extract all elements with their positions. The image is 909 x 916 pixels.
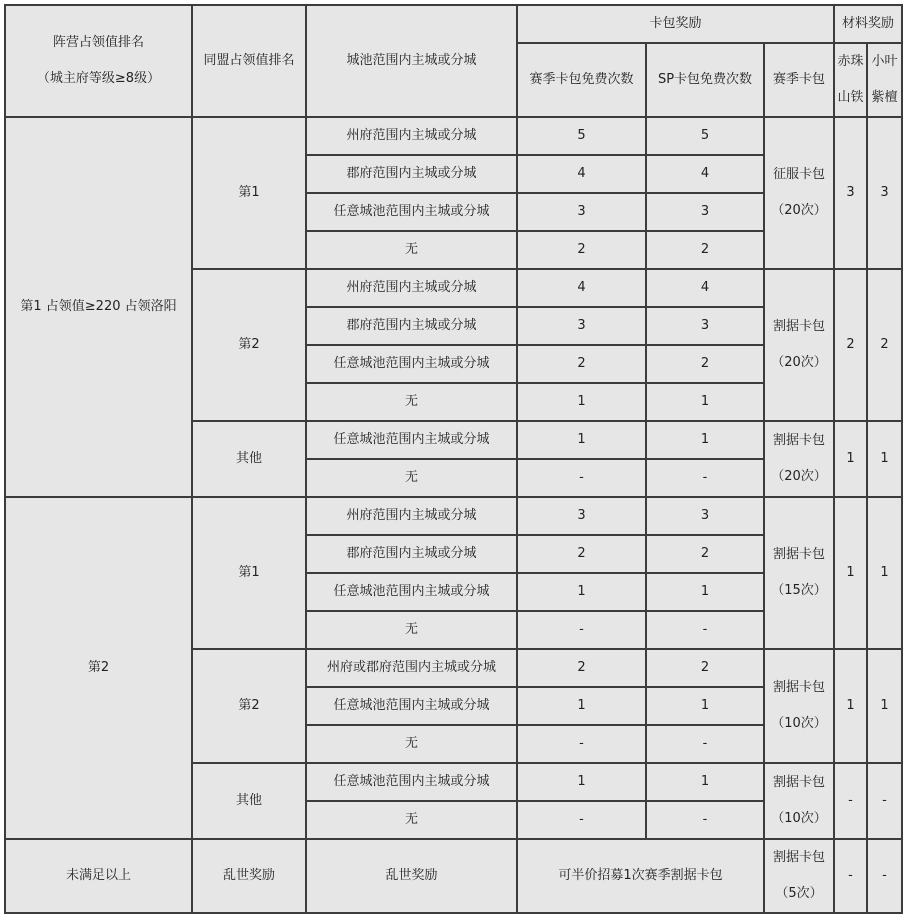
rosewood-cell: 3 xyxy=(867,117,902,269)
city-scope-cell: 无 xyxy=(306,231,517,269)
pack-count: （5次） xyxy=(775,886,823,901)
rosewood-cell: 1 xyxy=(867,497,902,649)
city-scope-cell: 无 xyxy=(306,725,517,763)
season-free-cell: 2 xyxy=(517,649,646,687)
header-faction-rank-note: （城主府等级≥8级） xyxy=(36,71,161,86)
pack-count: （10次） xyxy=(771,811,827,826)
header-season-pack: 赛季卡包 xyxy=(764,43,834,117)
season-free-cell: 4 xyxy=(517,269,646,307)
city-scope-cell: 任意城池范围内主城或分城 xyxy=(306,573,517,611)
alliance-rank-cell: 其他 xyxy=(192,763,306,839)
sp-free-cell: - xyxy=(646,611,764,649)
header-red-iron-line1: 赤珠 xyxy=(837,54,864,69)
season-free-cell: 3 xyxy=(517,193,646,231)
city-scope-cell: 任意城池范围内主城或分城 xyxy=(306,763,517,801)
red-iron-cell: 1 xyxy=(834,649,867,763)
sp-free-cell: - xyxy=(646,801,764,839)
season-free-cell: 1 xyxy=(517,421,646,459)
pack-count: （10次） xyxy=(771,716,827,731)
alliance-rank-cell: 第2 xyxy=(192,269,306,421)
season-free-cell: 2 xyxy=(517,231,646,269)
sp-free-cell: 4 xyxy=(646,269,764,307)
header-rosewood-line2: 紫檀 xyxy=(871,90,898,105)
pack-count: （20次） xyxy=(771,469,827,484)
header-card-reward: 卡包奖励 xyxy=(517,5,834,43)
season-free-cell: 3 xyxy=(517,497,646,535)
header-city-scope: 城池范围内主城或分城 xyxy=(306,5,517,117)
alliance-rank-cell: 其他 xyxy=(192,421,306,497)
red-iron-cell: 3 xyxy=(834,117,867,269)
sp-free-cell: 5 xyxy=(646,117,764,155)
header-faction-rank xyxy=(5,5,192,117)
sp-free-cell: 3 xyxy=(646,193,764,231)
sp-free-cell: 1 xyxy=(646,573,764,611)
faction-rank-cell: 第1 占领值≥220 占领洛阳 xyxy=(5,117,192,497)
pack-name: 割据卡包 xyxy=(772,433,825,448)
season-pack-cell xyxy=(764,269,834,421)
reward-table xyxy=(4,4,903,914)
header-sp-free: SP卡包免费次数 xyxy=(646,43,764,117)
red-iron-cell: 1 xyxy=(834,421,867,497)
sp-free-cell: 1 xyxy=(646,687,764,725)
pack-name: 割据卡包 xyxy=(772,850,825,865)
pack-name: 割据卡包 xyxy=(772,319,825,334)
faction-rank-cell: 未满足以上 xyxy=(5,839,192,913)
red-iron-cell: - xyxy=(834,839,867,913)
city-scope-cell: 任意城池范围内主城或分城 xyxy=(306,345,517,383)
alliance-rank-cell: 第1 xyxy=(192,117,306,269)
table-row xyxy=(5,497,902,535)
season-free-cell: 4 xyxy=(517,155,646,193)
city-scope-cell: 无 xyxy=(306,383,517,421)
city-scope-cell: 无 xyxy=(306,611,517,649)
rosewood-cell: - xyxy=(867,763,902,839)
season-pack-cell xyxy=(764,763,834,839)
header-rosewood-line1: 小叶 xyxy=(871,54,898,69)
table-row xyxy=(5,839,902,913)
header-season-free: 赛季卡包免费次数 xyxy=(517,43,646,117)
city-scope-cell: 州府范围内主城或分城 xyxy=(306,117,517,155)
sp-free-cell: 3 xyxy=(646,307,764,345)
rosewood-cell: - xyxy=(867,839,902,913)
rosewood-cell: 2 xyxy=(867,269,902,421)
season-free-cell: - xyxy=(517,459,646,497)
sp-free-cell: - xyxy=(646,459,764,497)
season-free-cell: 2 xyxy=(517,535,646,573)
season-pack-cell xyxy=(764,497,834,649)
season-free-cell: - xyxy=(517,725,646,763)
sp-free-cell: 2 xyxy=(646,535,764,573)
red-iron-cell: 2 xyxy=(834,269,867,421)
alliance-rank-cell: 第1 xyxy=(192,497,306,649)
season-pack-cell xyxy=(764,649,834,763)
sp-free-cell: 3 xyxy=(646,497,764,535)
city-scope-cell: 郡府范围内主城或分城 xyxy=(306,307,517,345)
rosewood-cell: 1 xyxy=(867,649,902,763)
city-scope-cell: 郡府范围内主城或分城 xyxy=(306,535,517,573)
sp-free-cell: 2 xyxy=(646,345,764,383)
season-free-cell: 3 xyxy=(517,307,646,345)
half-price-cell: 可半价招募1次赛季割据卡包 xyxy=(517,839,764,913)
faction-rank-cell: 第2 xyxy=(5,497,192,839)
season-free-cell: 2 xyxy=(517,345,646,383)
pack-count: （15次） xyxy=(771,583,827,598)
pack-name: 征服卡包 xyxy=(772,167,825,182)
sp-free-cell: - xyxy=(646,725,764,763)
sp-free-cell: 1 xyxy=(646,763,764,801)
city-scope-cell: 州府范围内主城或分城 xyxy=(306,497,517,535)
season-free-cell: 1 xyxy=(517,573,646,611)
pack-name: 割据卡包 xyxy=(772,680,825,695)
city-scope-cell: 州府或郡府范围内主城或分城 xyxy=(306,649,517,687)
city-scope-cell: 州府范围内主城或分城 xyxy=(306,269,517,307)
sp-free-cell: 4 xyxy=(646,155,764,193)
pack-name: 割据卡包 xyxy=(772,775,825,790)
sp-free-cell: 2 xyxy=(646,649,764,687)
pack-name: 割据卡包 xyxy=(772,547,825,562)
city-scope-cell: 任意城池范围内主城或分城 xyxy=(306,687,517,725)
season-free-cell: - xyxy=(517,801,646,839)
season-free-cell: 5 xyxy=(517,117,646,155)
season-free-cell: 1 xyxy=(517,763,646,801)
alliance-rank-cell: 乱世奖励 xyxy=(192,839,306,913)
red-iron-cell: 1 xyxy=(834,497,867,649)
city-scope-cell: 郡府范围内主城或分城 xyxy=(306,155,517,193)
header-material-reward: 材料奖励 xyxy=(834,5,902,43)
pack-count: （20次） xyxy=(771,203,827,218)
city-scope-cell: 任意城池范围内主城或分城 xyxy=(306,193,517,231)
table-row xyxy=(5,117,902,155)
alliance-rank-cell: 第2 xyxy=(192,649,306,763)
city-scope-cell: 任意城池范围内主城或分城 xyxy=(306,421,517,459)
season-pack-cell xyxy=(764,117,834,269)
sp-free-cell: 1 xyxy=(646,421,764,459)
rosewood-cell: 1 xyxy=(867,421,902,497)
season-free-cell: 1 xyxy=(517,687,646,725)
header-red-iron-line2: 山铁 xyxy=(837,90,864,105)
header-alliance-rank: 同盟占领值排名 xyxy=(192,5,306,117)
season-pack-cell xyxy=(764,839,834,913)
header-faction-rank-label: 阵营占领值排名 xyxy=(52,35,144,50)
season-free-cell: 1 xyxy=(517,383,646,421)
city-scope-cell: 无 xyxy=(306,801,517,839)
season-free-cell: - xyxy=(517,611,646,649)
header-red-iron xyxy=(834,43,867,117)
sp-free-cell: 1 xyxy=(646,383,764,421)
city-scope-cell: 乱世奖励 xyxy=(306,839,517,913)
red-iron-cell: - xyxy=(834,763,867,839)
header-rosewood xyxy=(867,43,902,117)
pack-count: （20次） xyxy=(771,355,827,370)
sp-free-cell: 2 xyxy=(646,231,764,269)
city-scope-cell: 无 xyxy=(306,459,517,497)
season-pack-cell xyxy=(764,421,834,497)
